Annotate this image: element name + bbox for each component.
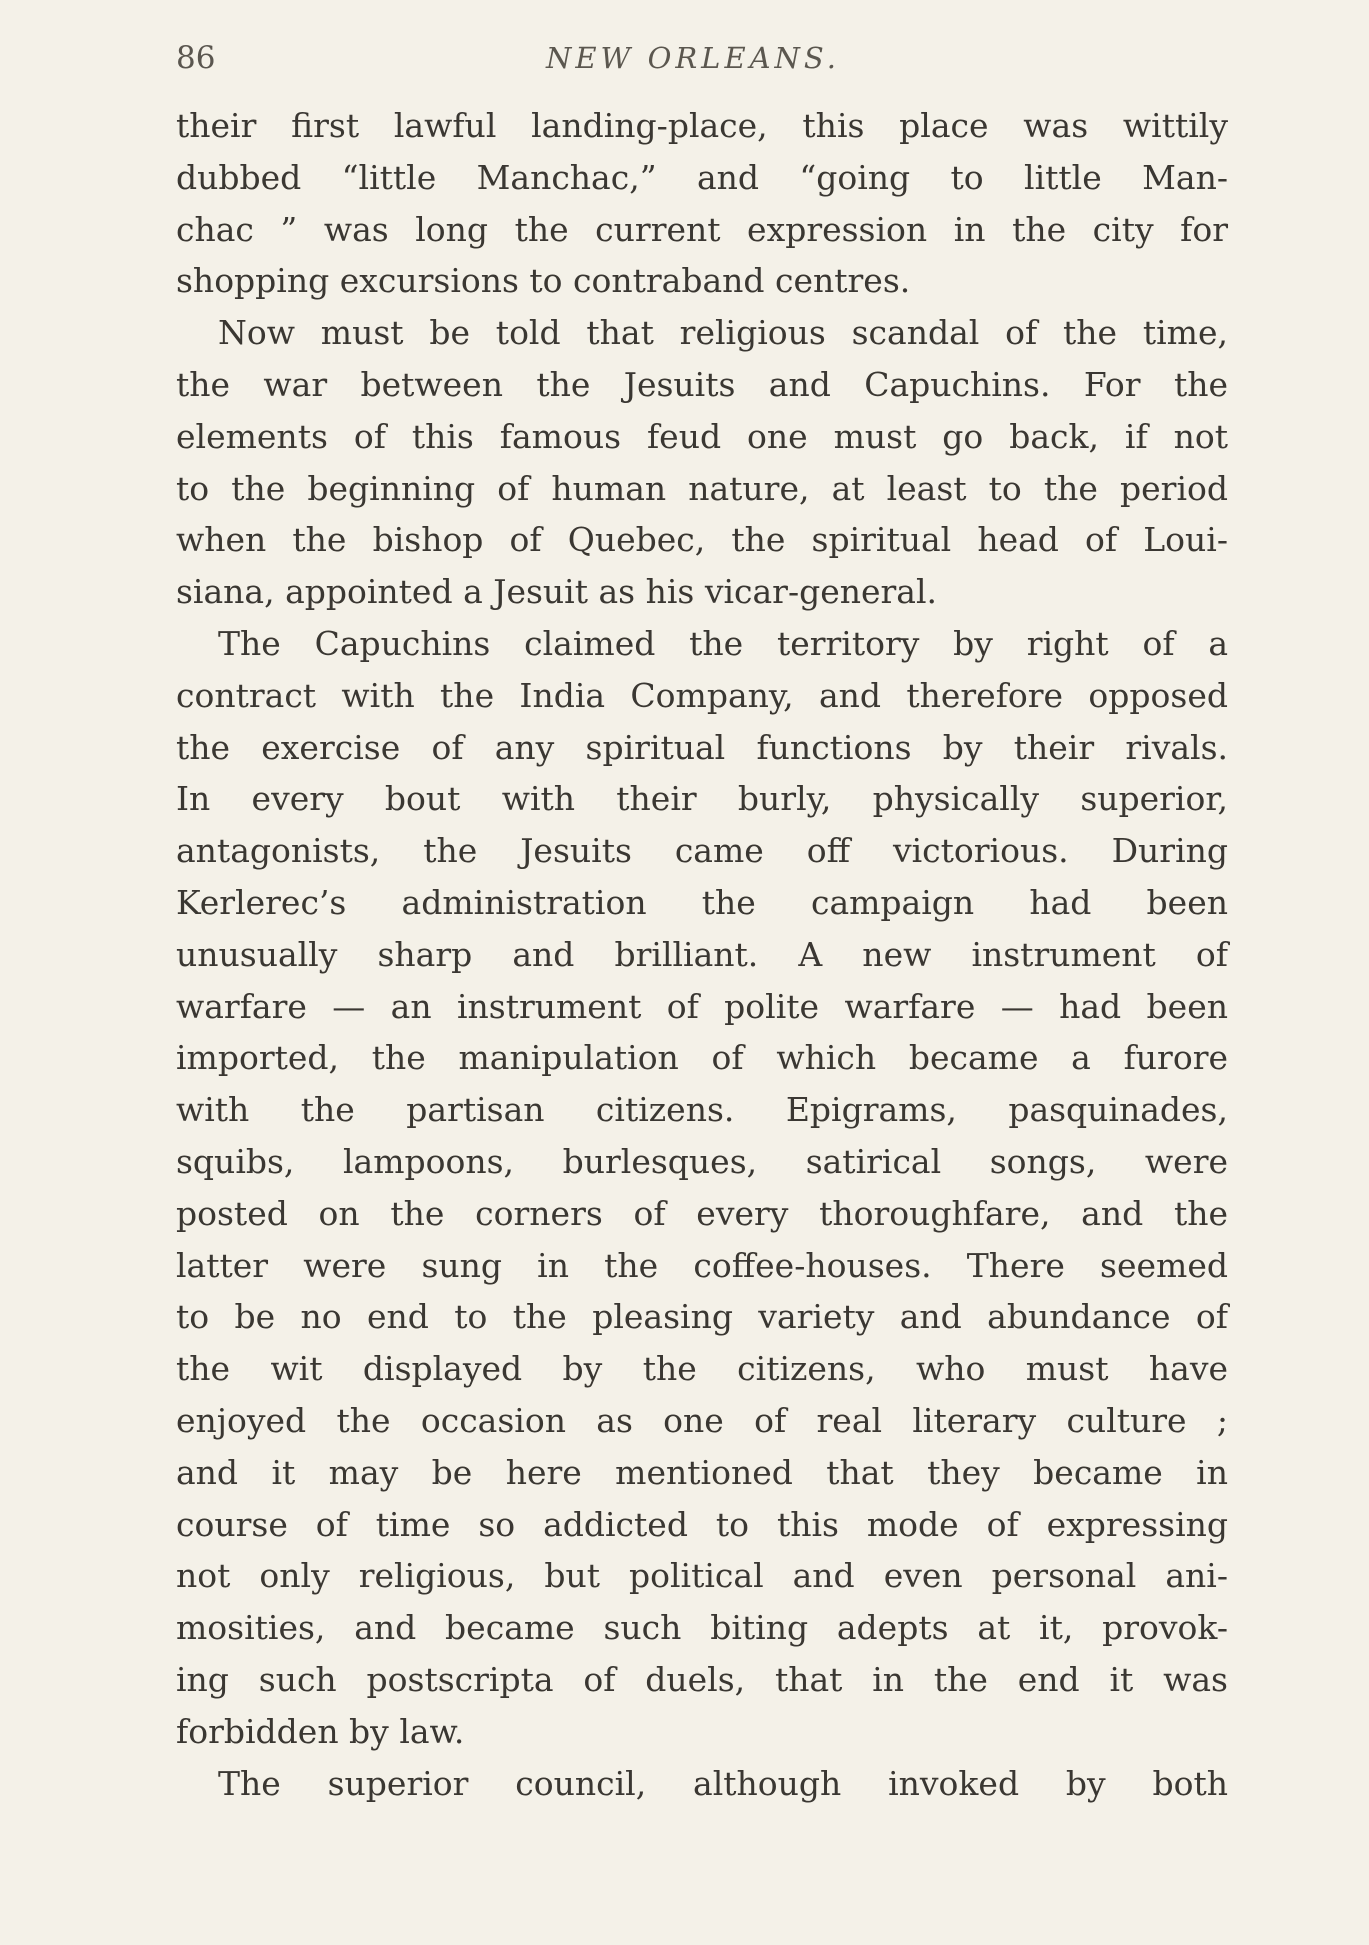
- text-line: ing such postscripta of duels, that in the end it was: [176, 1659, 1228, 1699]
- text-line: chac ” was long the current expression in the city for: [176, 209, 1228, 249]
- text-line: with the partisan citizens. Epigrams, pasquinades,: [176, 1090, 1228, 1130]
- text-line: shopping excursions to contraband centres.: [176, 261, 911, 301]
- text-line: posted on the corners of every thoroughfare, and the: [176, 1193, 1228, 1233]
- text-line: latter were sung in the coffee-houses. There seemed: [176, 1245, 1228, 1285]
- text-line: their first lawful landing-place, this place was wittily: [176, 106, 1228, 145]
- text-line: the wit displayed by the citizens, who must have: [176, 1349, 1228, 1389]
- text-line: to the beginning of human nature, at least to the period: [176, 468, 1228, 508]
- text-line: Now must be told that religious scandal of the time,: [218, 313, 1228, 353]
- text-line: antagonists, the Jesuits came off victorious. During: [176, 831, 1228, 871]
- text-line: and it may be here mentioned that they became in: [176, 1452, 1228, 1492]
- text-line: course of time so addicted to this mode of expressing: [176, 1504, 1228, 1544]
- text-line: The Capuchins claimed the territory by right of a: [218, 623, 1228, 663]
- text-line: In every bout with their burly, physically superior,: [176, 779, 1228, 819]
- text-line: the war between the Jesuits and Capuchins. For the: [176, 364, 1228, 404]
- text-line: enjoyed the occasion as one of real literary culture ;: [176, 1400, 1228, 1440]
- text-line: imported, the manipulation of which became a furore: [176, 1038, 1228, 1078]
- text-line: siana, appointed a Jesuit as his vicar-general.: [176, 572, 938, 612]
- text-line: The superior council, although invoked by both: [218, 1763, 1228, 1803]
- text-line: unusually sharp and brilliant. A new instrument of: [176, 934, 1228, 974]
- text-line: the exercise of any spiritual functions by their rivals.: [176, 727, 1228, 767]
- text-line: forbidden by law.: [176, 1711, 465, 1751]
- text-line: not only religious, but political and even personal ani-: [176, 1556, 1228, 1596]
- text-line: to be no end to the pleasing variety and abundance of: [176, 1297, 1228, 1337]
- running-title: NEW ORLEANS.: [546, 41, 840, 75]
- running-head: [176, 34, 1228, 82]
- text-line: Kerlerec’s administration the campaign had been: [176, 882, 1228, 922]
- text-line: contract with the India Company, and therefore opposed: [176, 675, 1228, 715]
- text-line: dubbed “little Manchac,” and “going to little Man-: [176, 157, 1228, 197]
- text-line: squibs, lampoons, burlesques, satirical songs, were: [176, 1141, 1228, 1181]
- page-number: 86: [176, 40, 216, 76]
- text-line: when the bishop of Quebec, the spiritual head of Loui-: [176, 520, 1228, 560]
- body-text: [176, 100, 1228, 1809]
- text-line: warfare — an instrument of polite warfare — had been: [176, 986, 1228, 1026]
- text-line: mosities, and became such biting adepts at it, provok-: [176, 1608, 1228, 1648]
- text-line: elements of this famous feud one must go back, if not: [176, 416, 1228, 456]
